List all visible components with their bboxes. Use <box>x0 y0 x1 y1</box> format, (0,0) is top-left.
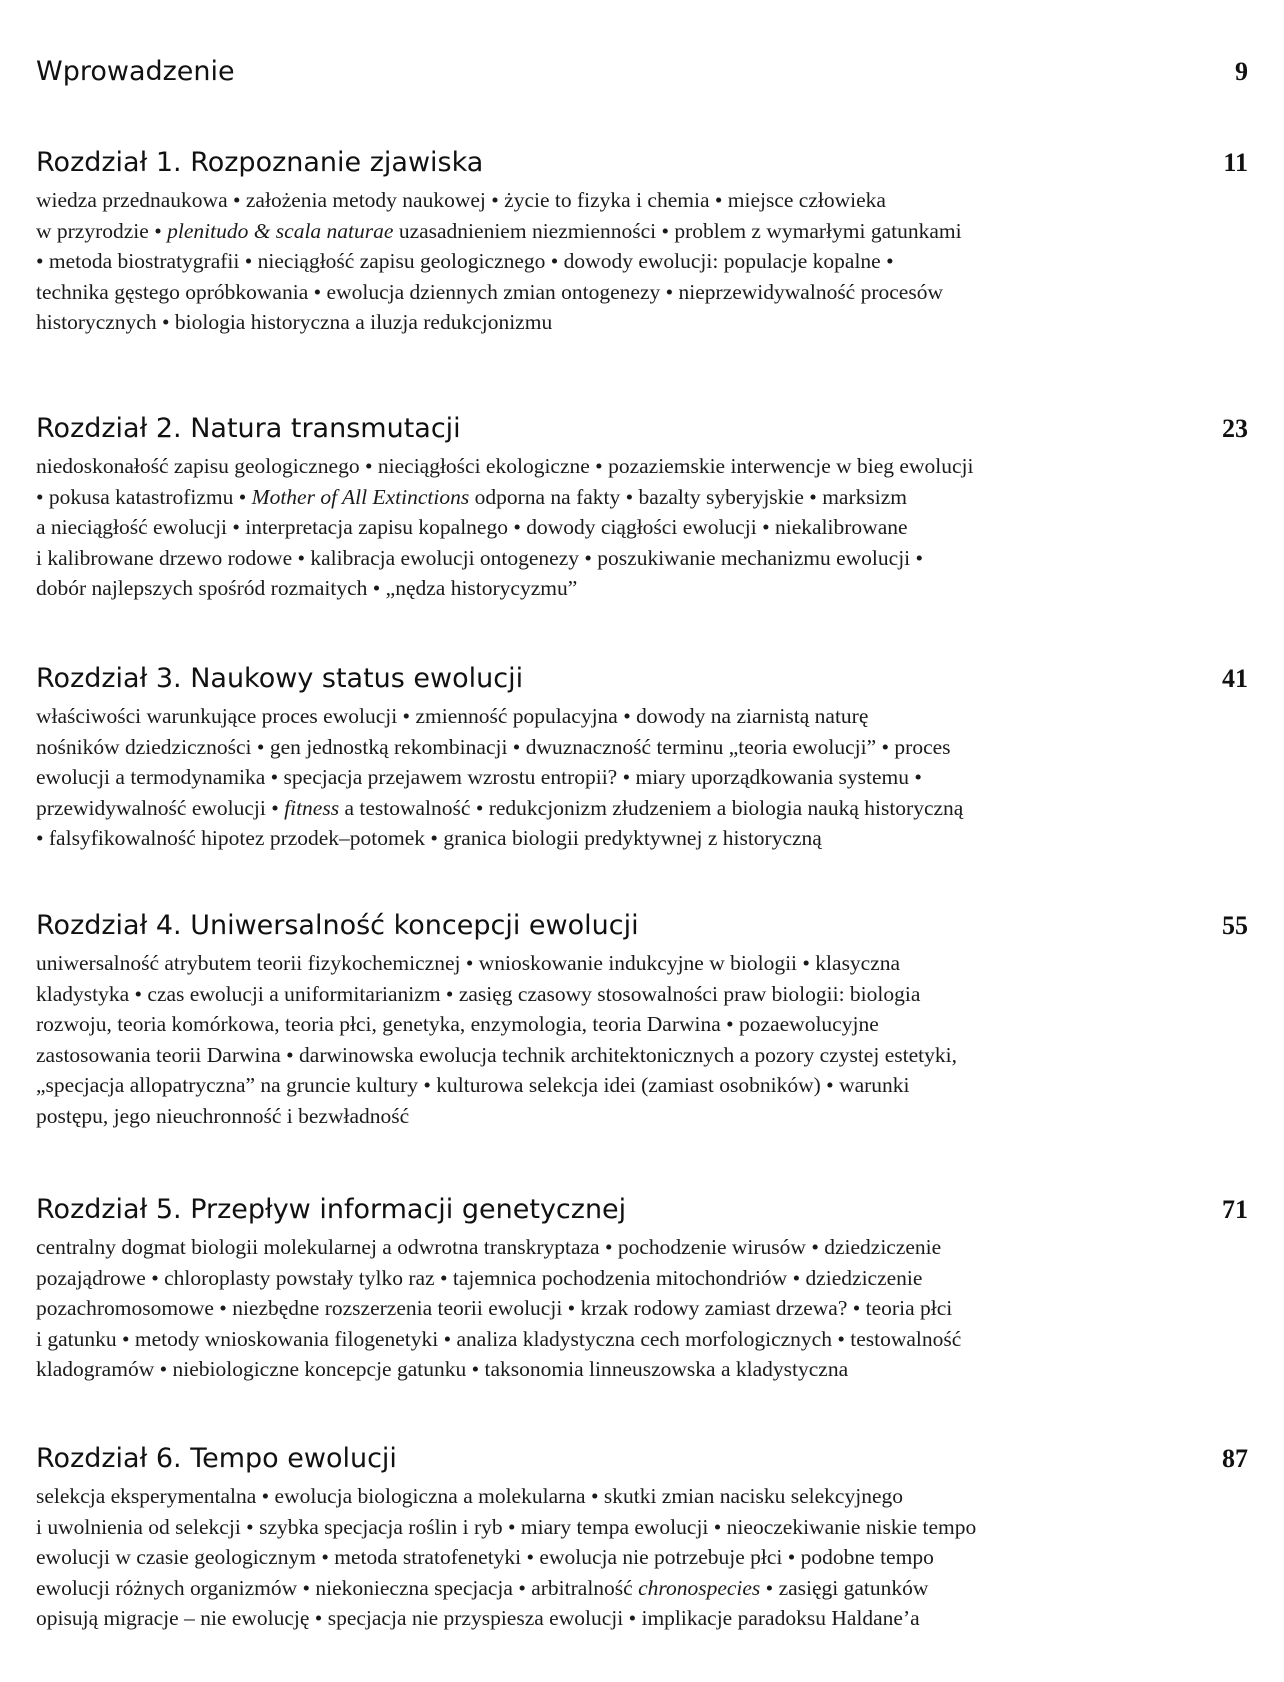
text-run: przewidywalność ewolucji • <box>36 795 285 820</box>
entry-title: Rozdział 2. Natura transmutacji <box>36 413 461 444</box>
description-line <box>36 451 1216 482</box>
description-line <box>36 762 1216 793</box>
text-run: zastosowania teorii Darwina • darwinowska ewolucja technik architektonicznych a pozory czystej estetyki, <box>36 1042 957 1067</box>
page-number: 71 <box>1222 1195 1248 1224</box>
description-line <box>36 573 1216 604</box>
text-run: pozachromosomowe • niezbędne rozszerzenia teorii ewolucji • krzak rodowy zamiast drzewa? • teoria płci <box>36 1296 953 1320</box>
entry-description <box>36 1232 1216 1385</box>
description-line <box>36 1512 1216 1543</box>
entry-title: Rozdział 1. Rozpoznanie zjawiska <box>36 147 484 178</box>
toc-heading <box>36 143 1248 183</box>
entry-title: Rozdział 6. Tempo ewolucji <box>36 1443 397 1474</box>
entry-description <box>36 451 1216 604</box>
text-run: nośników dziedziczności • gen jednostką rekombinacji • dwuznaczność terminu „teoria ewolucji” • proces <box>36 734 951 759</box>
italic-term: plenitudo & scala naturae <box>167 218 394 243</box>
toc-entry <box>36 906 1248 1131</box>
toc-entry <box>36 659 1248 854</box>
description-line <box>36 543 1216 574</box>
description-line <box>36 1009 1216 1040</box>
text-run: • metoda biostratygrafii • nieciągłość zapisu geologicznego • dowody ewolucji: populacje kopalne • <box>36 249 894 273</box>
description-line <box>36 1263 1216 1294</box>
text-run: a nieciągłość ewolucji • interpretacja zapisu kopalnego • dowody ciągłości ewolucji • niekalibrowane <box>36 515 908 539</box>
entry-title: Wprowadzenie <box>36 56 235 87</box>
text-run: • zasięgi gatunków <box>760 1575 929 1600</box>
description-line <box>36 948 1216 979</box>
description-line <box>36 307 1216 338</box>
entry-description <box>36 948 1216 1131</box>
description-line <box>36 732 1216 763</box>
description-line <box>36 823 1216 854</box>
page-number: 9 <box>1235 57 1248 86</box>
text-run: • pokusa katastrofizmu • <box>36 484 252 509</box>
entry-title: Rozdział 4. Uniwersalność koncepcji ewolucji <box>36 910 639 941</box>
text-run: uzasadnieniem niezmienności • problem z wymarłymi gatunkami <box>393 218 962 243</box>
text-run: kladogramów • niebiologiczne koncepcje gatunku • taksonomia linneuszowska a kladystyczna <box>36 1357 849 1381</box>
description-line <box>36 1070 1216 1101</box>
description-line <box>36 1603 1216 1634</box>
text-run: kladystyka • czas ewolucji a uniformitarianizm • zasięg czasowy stosowalności praw biologii: biologia <box>36 981 921 1006</box>
toc-heading <box>36 1439 1248 1479</box>
description-line <box>36 246 1216 277</box>
toc-heading <box>36 409 1248 449</box>
page-number: 41 <box>1222 664 1248 693</box>
text-run: odporna na fakty • bazalty syberyjskie • marksizm <box>469 484 907 509</box>
text-run: a testowalność • redukcjonizm złudzeniem a biologia nauką historyczną <box>339 795 964 820</box>
description-line <box>36 482 1216 513</box>
description-line <box>36 1293 1216 1324</box>
entry-description <box>36 185 1216 338</box>
entry-title: Rozdział 5. Przepływ informacji genetycznej <box>36 1194 627 1225</box>
text-run: selekcja eksperymentalna • ewolucja biologiczna a molekularna • skutki zmian nacisku selekcyjnego <box>36 1484 903 1508</box>
text-run: i gatunku • metody wnioskowania filogenetyki • analiza kladystyczna cech morfologicznych • testowalność <box>36 1326 962 1351</box>
description-line <box>36 701 1216 732</box>
text-run: postępu, jego nieuchronność i bezwładność <box>36 1103 410 1128</box>
text-run: dobór najlepszych spośród rozmaitych • „nędza historycyzmu” <box>36 576 578 600</box>
description-line <box>36 979 1216 1010</box>
description-line <box>36 185 1216 216</box>
description-line <box>36 1542 1216 1573</box>
text-run: uniwersalność atrybutem teorii fizykochemicznej • wnioskowanie indukcyjne w biologii • klasyczna <box>36 951 901 975</box>
text-run: i kalibrowane drzewo rodowe • kalibracja ewolucji ontogenezy • poszukiwanie mechanizmu ewolucji • <box>36 545 924 570</box>
text-run: historycznych • biologia historyczna a iluzja redukcjonizmu <box>36 310 553 334</box>
toc-heading <box>36 659 1248 699</box>
page-number: 87 <box>1222 1444 1248 1473</box>
toc-heading <box>36 1190 1248 1230</box>
toc-entry <box>36 409 1248 604</box>
italic-term: fitness <box>284 795 340 820</box>
description-line <box>36 1354 1216 1385</box>
text-run: ewolucji w czasie geologicznym • metoda stratofenetyki • ewolucja nie potrzebuje płci • podobne tempo <box>36 1545 934 1569</box>
toc-entry <box>36 1190 1248 1385</box>
text-run: rozwoju, teoria komórkowa, teoria płci, genetyka, enzymologia, teoria Darwina • pozaewolucyjne <box>36 1012 879 1036</box>
toc-heading <box>36 52 1248 92</box>
text-run: centralny dogmat biologii molekularnej a odwrotna transkryptaza • pochodzenie wirusów • dziedziczenie <box>36 1235 942 1259</box>
entry-description <box>36 701 1216 854</box>
text-run: opisują migracje – nie ewolucję • specjacja nie przyspiesza ewolucji • implikacje paradoksu Haldane’a <box>36 1606 920 1630</box>
text-run: niedoskonałość zapisu geologicznego • nieciągłości ekologiczne • pozaziemskie interwencje w bieg ewolucji <box>36 454 974 478</box>
description-line <box>36 1232 1216 1263</box>
text-run: technika gęstego opróbkowania • ewolucja dziennych zmian ontogenezy • nieprzewidywalność procesów <box>36 279 943 304</box>
description-line <box>36 1040 1216 1071</box>
toc-heading <box>36 906 1248 946</box>
description-line <box>36 512 1216 543</box>
toc-entry <box>36 1439 1248 1634</box>
text-run: „specjacja allopatryczna” na gruncie kultury • kulturowa selekcja idei (zamiast osobników) • warunki <box>36 1073 910 1097</box>
text-run: w przyrodzie • <box>36 218 168 243</box>
description-line <box>36 793 1216 824</box>
text-run: i uwolnienia od selekcji • szybka specjacja roślin i ryb • miary tempa ewolucji • nieoczekiwanie niskie tempo <box>36 1514 977 1539</box>
description-line <box>36 277 1216 308</box>
text-run: ewolucji a termodynamika • specjacja przejawem wzrostu entropii? • miary uporządkowania systemu • <box>36 765 922 789</box>
page-number: 11 <box>1223 148 1248 177</box>
entry-description <box>36 1481 1216 1634</box>
page-number: 55 <box>1222 911 1248 940</box>
description-line <box>36 216 1216 247</box>
italic-term: Mother of All Extinctions <box>251 484 470 509</box>
description-line <box>36 1573 1216 1604</box>
toc-entry <box>36 52 1248 92</box>
text-run: ewolucji różnych organizmów • niekonieczna specjacja • arbitralność <box>36 1575 639 1600</box>
text-run: pozajądrowe • chloroplasty powstały tylko raz • tajemnica pochodzenia mitochondriów • dziedziczenie <box>36 1265 923 1290</box>
entry-title: Rozdział 3. Naukowy status ewolucji <box>36 663 524 694</box>
toc-entry <box>36 143 1248 338</box>
text-run: wiedza przednaukowa • założenia metody naukowej • życie to fizyka i chemia • miejsce człowieka <box>36 188 886 212</box>
text-run: • falsyfikowalność hipotez przodek–potomek • granica biologii predyktywnej z historyczną <box>36 826 822 850</box>
text-run: właściwości warunkujące proces ewolucji • zmienność populacyjna • dowody na ziarnistą naturę <box>36 704 869 728</box>
italic-term: chronospecies <box>638 1575 761 1600</box>
description-line <box>36 1324 1216 1355</box>
description-line <box>36 1101 1216 1132</box>
page-number: 23 <box>1222 414 1248 443</box>
description-line <box>36 1481 1216 1512</box>
